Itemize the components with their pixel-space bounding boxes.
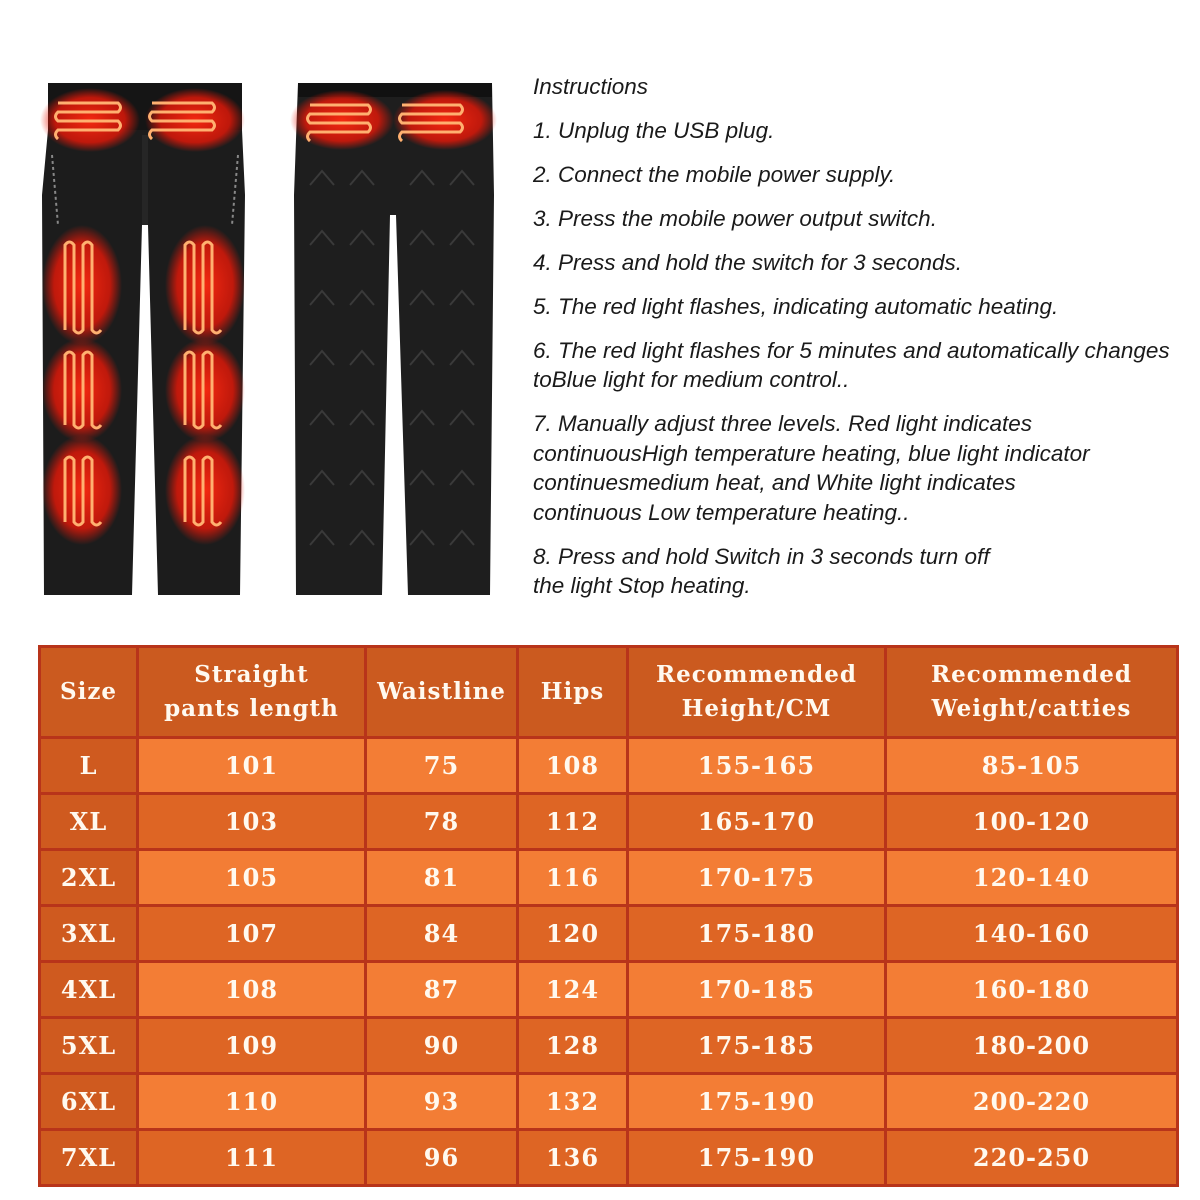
size-cell: 6XL [40, 1074, 138, 1130]
table-row [40, 794, 1178, 850]
pants-length-cell: 105 [138, 850, 366, 906]
pants-length-cell: 103 [138, 794, 366, 850]
table-row [40, 738, 1178, 794]
height-cell: 175-180 [628, 906, 886, 962]
header-height: Recommended Height/CM [628, 647, 886, 738]
pants-front-image [40, 75, 250, 600]
instruction-step: 7. Manually adjust three levels. Red light indicates continuousHigh temperature heating, blue light indicator continuesmedium heat, and White light indicates continuous Low temperature heating.. [533, 411, 1090, 525]
height-cell: 155-165 [628, 738, 886, 794]
height-cell: 175-190 [628, 1074, 886, 1130]
instructions-title: Instructions [533, 74, 649, 99]
instruction-step: 8. Press and hold Switch in 3 seconds turn off the light Stop heating. [533, 543, 990, 598]
pants-length-cell: 107 [138, 906, 366, 962]
weight-cell: 140-160 [886, 906, 1178, 962]
header-weight: Recommended Weight/catties [886, 647, 1178, 738]
height-cell: 175-185 [628, 1018, 886, 1074]
pants-length-cell: 108 [138, 962, 366, 1018]
weight-cell: 160-180 [886, 962, 1178, 1018]
size-chart [38, 645, 1176, 1182]
pants-length-cell: 110 [138, 1074, 366, 1130]
instruction-step: 5. The red light flashes, indicating automatic heating. [533, 293, 1059, 319]
header-hips: Hips [518, 647, 628, 738]
table-header-row [40, 647, 1178, 738]
weight-cell: 100-120 [886, 794, 1178, 850]
height-cell: 170-175 [628, 850, 886, 906]
size-cell: 3XL [40, 906, 138, 962]
table-row [40, 1074, 1178, 1130]
instruction-step: 4. Press and hold the switch for 3 seconds. [533, 249, 962, 275]
weight-cell: 120-140 [886, 850, 1178, 906]
hips-cell: 132 [518, 1074, 628, 1130]
size-cell: L [40, 738, 138, 794]
instruction-step: 3. Press the mobile power output switch. [533, 205, 937, 231]
size-cell: 5XL [40, 1018, 138, 1074]
waistline-cell: 75 [366, 738, 518, 794]
table-row [40, 962, 1178, 1018]
header-size: Size [40, 647, 138, 738]
header-waistline: Waistline [366, 647, 518, 738]
height-cell: 165-170 [628, 794, 886, 850]
table-row [40, 1130, 1178, 1186]
pants-back-image [290, 75, 500, 600]
instructions-panel [533, 72, 1183, 615]
waistline-cell: 90 [366, 1018, 518, 1074]
weight-cell: 200-220 [886, 1074, 1178, 1130]
size-cell: 7XL [40, 1130, 138, 1186]
table-row [40, 1018, 1178, 1074]
hips-cell: 112 [518, 794, 628, 850]
pants-length-cell: 101 [138, 738, 366, 794]
pants-length-cell: 111 [138, 1130, 366, 1186]
table-row [40, 906, 1178, 962]
waistline-cell: 78 [366, 794, 518, 850]
instruction-step: 6. The red light flashes for 5 minutes and automatically changes toBlue light for medium control.. [533, 337, 1170, 392]
instruction-step: 1. Unplug the USB plug. [533, 117, 775, 143]
size-cell: XL [40, 794, 138, 850]
weight-cell: 180-200 [886, 1018, 1178, 1074]
height-cell: 175-190 [628, 1130, 886, 1186]
size-table [38, 645, 1179, 1187]
waistline-cell: 87 [366, 962, 518, 1018]
weight-cell: 85-105 [886, 738, 1178, 794]
waistline-cell: 81 [366, 850, 518, 906]
instruction-step: 2. Connect the mobile power supply. [533, 161, 896, 187]
pants-length-cell: 109 [138, 1018, 366, 1074]
waistline-cell: 84 [366, 906, 518, 962]
hips-cell: 120 [518, 906, 628, 962]
hips-cell: 136 [518, 1130, 628, 1186]
hips-cell: 116 [518, 850, 628, 906]
height-cell: 170-185 [628, 962, 886, 1018]
hips-cell: 108 [518, 738, 628, 794]
waistline-cell: 96 [366, 1130, 518, 1186]
waistline-cell: 93 [366, 1074, 518, 1130]
hips-cell: 128 [518, 1018, 628, 1074]
hips-cell: 124 [518, 962, 628, 1018]
header-pants-length: Straight pants length [138, 647, 366, 738]
size-cell: 2XL [40, 850, 138, 906]
table-row [40, 850, 1178, 906]
size-cell: 4XL [40, 962, 138, 1018]
weight-cell: 220-250 [886, 1130, 1178, 1186]
